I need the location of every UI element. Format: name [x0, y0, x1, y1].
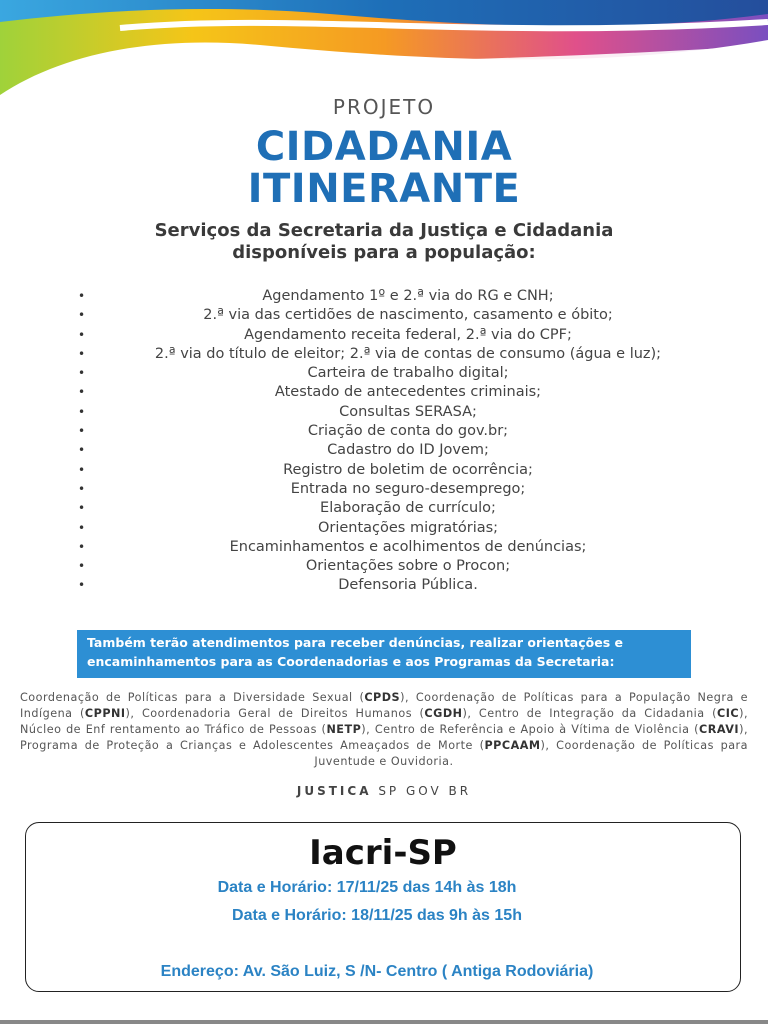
- service-text: Carteira de trabalho digital;: [307, 365, 509, 382]
- list-item: [78, 345, 738, 364]
- coord-text: ), Centro de Referência e Apoio à Vítima de Violência (: [361, 723, 700, 736]
- website-rest: SP GOV BR: [371, 784, 472, 798]
- service-text: Entrada no seguro-desemprego;: [290, 480, 526, 497]
- event-location-title: Iacri-SP: [309, 833, 457, 873]
- service-text: Encaminhamentos e acolhimentos de denúncias;: [229, 538, 587, 555]
- banner-line-2: encaminhamentos para as Coordenadorias e aos Programas da Secretaria:: [87, 654, 615, 669]
- coordinations-paragraph: [20, 690, 748, 770]
- title-line-2: ITINERANTE: [247, 166, 521, 212]
- coord-text: ), Centro de Integração da Cidadania (: [462, 707, 718, 720]
- coord-acronym: CPDS: [364, 691, 401, 704]
- bullet-icon: •: [78, 289, 86, 303]
- list-item: [78, 287, 738, 306]
- list-item: [78, 519, 738, 538]
- coord-acronym: PPCAAM: [484, 739, 541, 752]
- bullet-icon: •: [78, 462, 86, 477]
- services-list: [78, 287, 738, 596]
- service-text: Criação de conta do gov.br;: [307, 423, 509, 440]
- service-text: Orientações sobre o Procon;: [305, 558, 511, 575]
- coord-acronym: CGDH: [424, 707, 463, 720]
- list-item: [78, 441, 738, 460]
- list-item: [78, 538, 738, 557]
- title-line-1: CIDADANIA: [255, 124, 513, 170]
- bottom-divider: [0, 1020, 768, 1024]
- service-text: Atestado de antecedentes criminais;: [274, 384, 542, 401]
- service-text: Orientações migratórias;: [317, 519, 499, 536]
- list-item: [78, 326, 738, 345]
- bullet-icon: •: [78, 385, 86, 400]
- coord-acronym: CRAVI: [699, 723, 740, 736]
- projeto-label: PROJETO: [332, 95, 436, 119]
- coord-text: Coordenação de Políticas para a Diversidade Sexual (: [20, 691, 365, 704]
- bullet-icon: •: [78, 539, 86, 554]
- coord-text: ), Programa de Proteção a Crianças e Adolescentes Ameaçados de Morte (: [20, 723, 748, 752]
- bullet-icon: •: [78, 481, 86, 496]
- list-item: [78, 557, 738, 576]
- bullet-icon: •: [78, 366, 86, 381]
- list-item: [78, 422, 738, 441]
- list-item: [78, 576, 738, 595]
- event-date-1: Data e Horário: 17/11/25 das 14h às 18h: [217, 879, 517, 896]
- banner-line-1: Também terão atendimentos para receber denúncias, realizar orientações e: [87, 635, 623, 650]
- bullet-icon: •: [78, 520, 86, 535]
- bullet-icon: •: [78, 559, 86, 574]
- service-text: Defensoria Pública.: [338, 577, 478, 594]
- service-text: Agendamento 1º e 2.ª via do RG e CNH;: [262, 288, 554, 304]
- list-item: [78, 403, 738, 422]
- list-item: [78, 364, 738, 383]
- coord-acronym: NETP: [326, 723, 362, 736]
- event-date-2: Data e Horário: 18/11/25 das 9h às 15h: [232, 907, 522, 924]
- subtitle-line-1: Serviços da Secretaria da Justiça e Cidadania: [154, 220, 614, 241]
- bullet-icon: •: [78, 424, 86, 439]
- service-text: Registro de boletim de ocorrência;: [283, 461, 533, 478]
- coord-text: ), Coordenação de Políticas para a População Negra e Indígena (: [20, 691, 748, 720]
- service-text: 2.ª via do título de eleitor; 2.ª via de contas de consumo (água e luz);: [154, 345, 662, 362]
- info-banner: [77, 630, 691, 678]
- list-item: [78, 383, 738, 402]
- bullet-icon: •: [78, 404, 86, 419]
- coord-acronym: CPPNI: [84, 707, 126, 720]
- bullet-icon: •: [78, 346, 86, 361]
- services-subtitle: [0, 220, 768, 264]
- event-address: Endereço: Av. São Luiz, S /N- Centro ( Antiga Rodoviária): [160, 963, 594, 980]
- list-item: [78, 499, 738, 518]
- bullet-icon: •: [78, 501, 86, 516]
- website-bold: JUSTICA: [296, 784, 372, 798]
- service-text: Agendamento receita federal, 2.ª via do CPF;: [244, 326, 572, 343]
- website-label: [0, 784, 768, 798]
- header-wave-decoration: [0, 0, 768, 110]
- bullet-icon: •: [78, 308, 86, 323]
- list-item: [78, 461, 738, 480]
- coord-text: ), Núcleo de Enf rentamento ao Tráfico de Pessoas (: [20, 707, 749, 736]
- coord-acronym: CIC: [717, 707, 740, 720]
- list-item: [78, 306, 738, 325]
- bullet-icon: •: [78, 327, 86, 342]
- coord-text: ), Coordenadoria Geral de Direitos Humanos (: [125, 707, 425, 720]
- service-text: Cadastro do ID Jovem;: [327, 442, 489, 459]
- list-item: [78, 480, 738, 499]
- service-text: Elaboração de currículo;: [320, 500, 496, 517]
- service-text: Consultas SERASA;: [339, 403, 477, 420]
- coord-text: ), Coordenação de Políticas para Juventude e Ouvidoria.: [314, 739, 749, 768]
- service-text: 2.ª via das certidões de nascimento, casamento e óbito;: [203, 307, 613, 324]
- event-info-box: [25, 822, 741, 992]
- bullet-icon: •: [78, 443, 86, 458]
- bullet-icon: •: [78, 578, 86, 593]
- subtitle-line-2: disponíveis para a população:: [232, 242, 536, 263]
